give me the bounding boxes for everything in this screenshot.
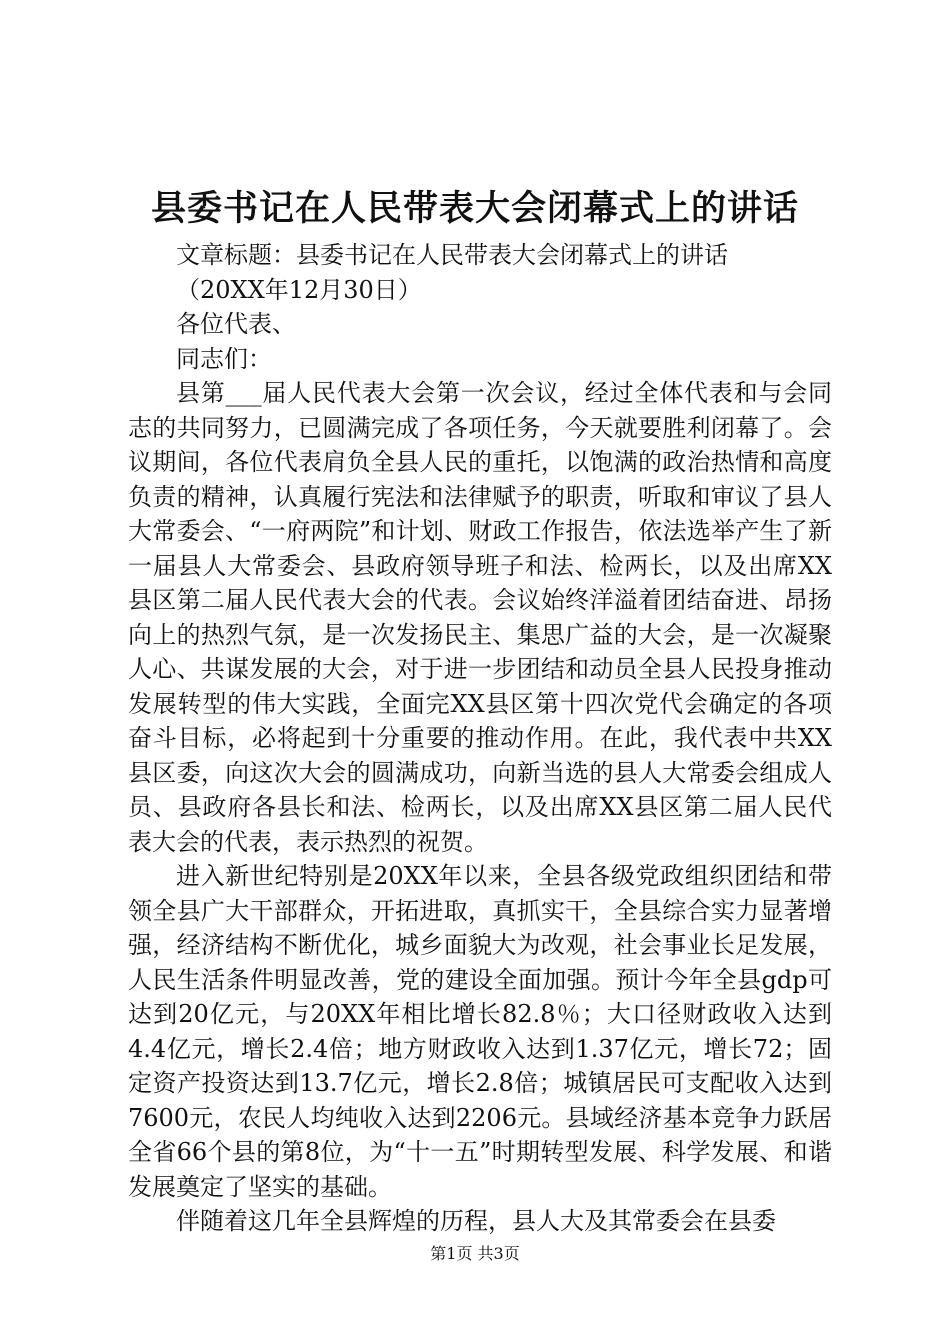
document-body bbox=[128, 238, 832, 1239]
paragraph-2: 进入新世纪特别是20XX年以来，全县各级党政组织团结和带领全县广大干部群众，开拓进取，真抓实干，全县综合实力显著增强，经济结构不断优化，城乡面貌大为改观，社会事业长足发展，人民生活条件明显改善，党的建设全面加强。预计今年全县gdp可达到20亿元，与20XX年相比增长82.8％；大口径财政收入达到4.4亿元，增长2.4倍；地方财政收入达到1.37亿元，增长72；固定资产投资达到13.7亿元，增长2.8倍；城镇居民可支配收入达到7600元，农民人均纯收入达到2206元。县域经济基本竞争力跃居全省66个县的第8位，为“十一五”时期转型发展、科学发展、和谐发展奠定了坚实的基础。 bbox=[128, 862, 832, 1201]
salutation-delegates: 各位代表、 bbox=[176, 310, 296, 338]
article-meta-line: 文章标题：县委书记在人民带表大会闭幕式上的讲话 bbox=[176, 241, 728, 269]
page-footer: 第1页 共3页 bbox=[430, 1244, 520, 1263]
paragraph-3: 伴随着这几年全县辉煌的历程，县人大及其常委会在县委 bbox=[176, 1207, 776, 1235]
salutation-comrades: 同志们： bbox=[176, 344, 272, 373]
paragraph-1: 县第___届人民代表大会第一次会议，经过全体代表和与会同志的共同努力，已圆满完成了各项任务，今天就要胜利闭幕了。会议期间，各位代表肩负全县人民的重托，以饱满的政治热情和高度负责的精神，认真履行宪法和法律赋予的职责，听取和审议了县人大常委会、“一府两院”和计划、财政工作报告，依法选举产生了新一届县人大常委会、县政府领导班子和法、检两长，以及出席XX县区第二届人民代表大会的代表。会议始终洋溢着团结奋进、昂扬向上的热烈气氛，是一次发扬民主、集思广益的大会，是一次凝聚人心、共谋发展的大会，对于进一步团结和动员全县人民投身推动发展转型的伟大实践，全面完XX县区第十四次党代会确定的各项奋斗目标，必将起到十分重要的推动作用。在此，我代表中共XX县区委，向这次大会的圆满成功，向新当选的县人大常委会组成人员、县政府各县长和法、检两长，以及出席XX县区第二届人民代表大会的代表，表示热烈的祝贺。 bbox=[128, 379, 832, 856]
document-title: 县委书记在人民带表大会闭幕式上的讲话 bbox=[150, 188, 799, 229]
speech-date: （20XX年12月30日） bbox=[176, 275, 422, 304]
